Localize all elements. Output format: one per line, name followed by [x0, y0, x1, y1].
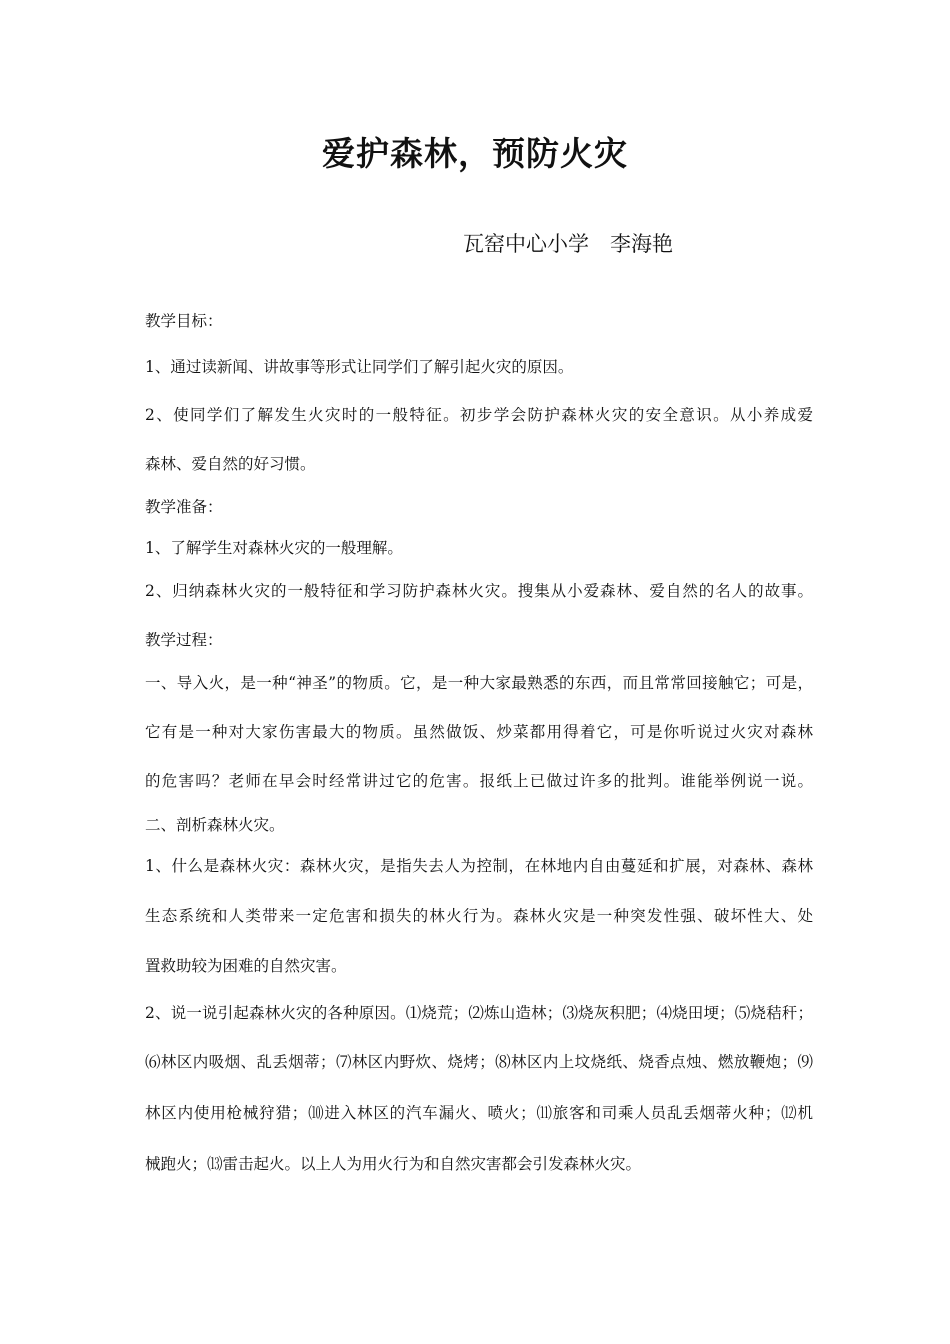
- section-heading-analysis: 二、剖析森林火灾。: [145, 816, 285, 834]
- analysis-item-1-line-2: 生态系统和人类带来一定危害和损失的林火行为。森林火灾是一种突发性强、破坏性大、处: [145, 907, 813, 925]
- goal-item-2-line-1: 2、使同学们了解发生火灾时的一般特征。初步学会防护森林火灾的安全意识。从小养成爱: [145, 406, 813, 424]
- analysis-item-1-line-1: 1、什么是森林火灾：森林火灾，是指失去人为控制，在林地内自由蔓延和扩展，对森林、森林: [145, 857, 813, 875]
- section-heading-process: 教学过程：: [145, 631, 223, 649]
- process-intro-line-3: 的危害吗？老师在早会时经常讲过它的危害。报纸上已做过许多的批判。谁能举例说一说。: [145, 772, 813, 790]
- prep-item-1: 1、了解学生对森林火灾的一般理解。: [145, 539, 403, 557]
- author-line: 瓦窑中心小学 李海艳: [463, 232, 673, 256]
- process-intro-line-2: 它有是一种对大家伤害最大的物质。虽然做饭、炒菜都用得着它，可是你听说过火灾对森林: [145, 723, 813, 741]
- goal-item-2-line-2: 森林、爱自然的好习惯。: [145, 455, 316, 473]
- section-heading-goals: 教学目标：: [145, 312, 223, 330]
- prep-item-2: 2、归纳森林火灾的一般特征和学习防护森林火灾。搜集从小爱森林、爱自然的名人的故事。: [145, 582, 813, 600]
- analysis-item-2-line-3: 林区内使用枪械狩猎；⑽进入林区的汽车漏火、喷火；⑾旅客和司乘人员乱丢烟蒂火种；⑿机: [145, 1104, 813, 1122]
- analysis-item-2-line-4: 械跑火；⒀雷击起火。以上人为用火行为和自然灾害都会引发森林火灾。: [145, 1155, 642, 1173]
- document-title: 爱护森林，预防火灾: [322, 134, 628, 173]
- analysis-item-2-line-2: ⑹林区内吸烟、乱丢烟蒂；⑺林区内野炊、烧烤；⑻林区内上坟烧纸、烧香点烛、燃放鞭炮；⑼: [145, 1053, 813, 1071]
- analysis-item-1-line-3: 置救助较为困难的自然灾害。: [145, 957, 347, 975]
- goal-item-1: 1、通过读新闻、讲故事等形式让同学们了解引起火灾的原因。: [145, 358, 574, 376]
- section-heading-preparation: 教学准备：: [145, 498, 223, 516]
- process-intro-line-1: 一、导入火，是一种“神圣”的物质。它，是一种大家最熟悉的东西，而且常常回接触它；可是，: [145, 674, 813, 692]
- analysis-item-2-line-1: 2、说一说引起森林火灾的各种原因。⑴烧荒；⑵炼山造林；⑶烧灰积肥；⑷烧田埂；⑸烧秸秆；: [145, 1004, 813, 1022]
